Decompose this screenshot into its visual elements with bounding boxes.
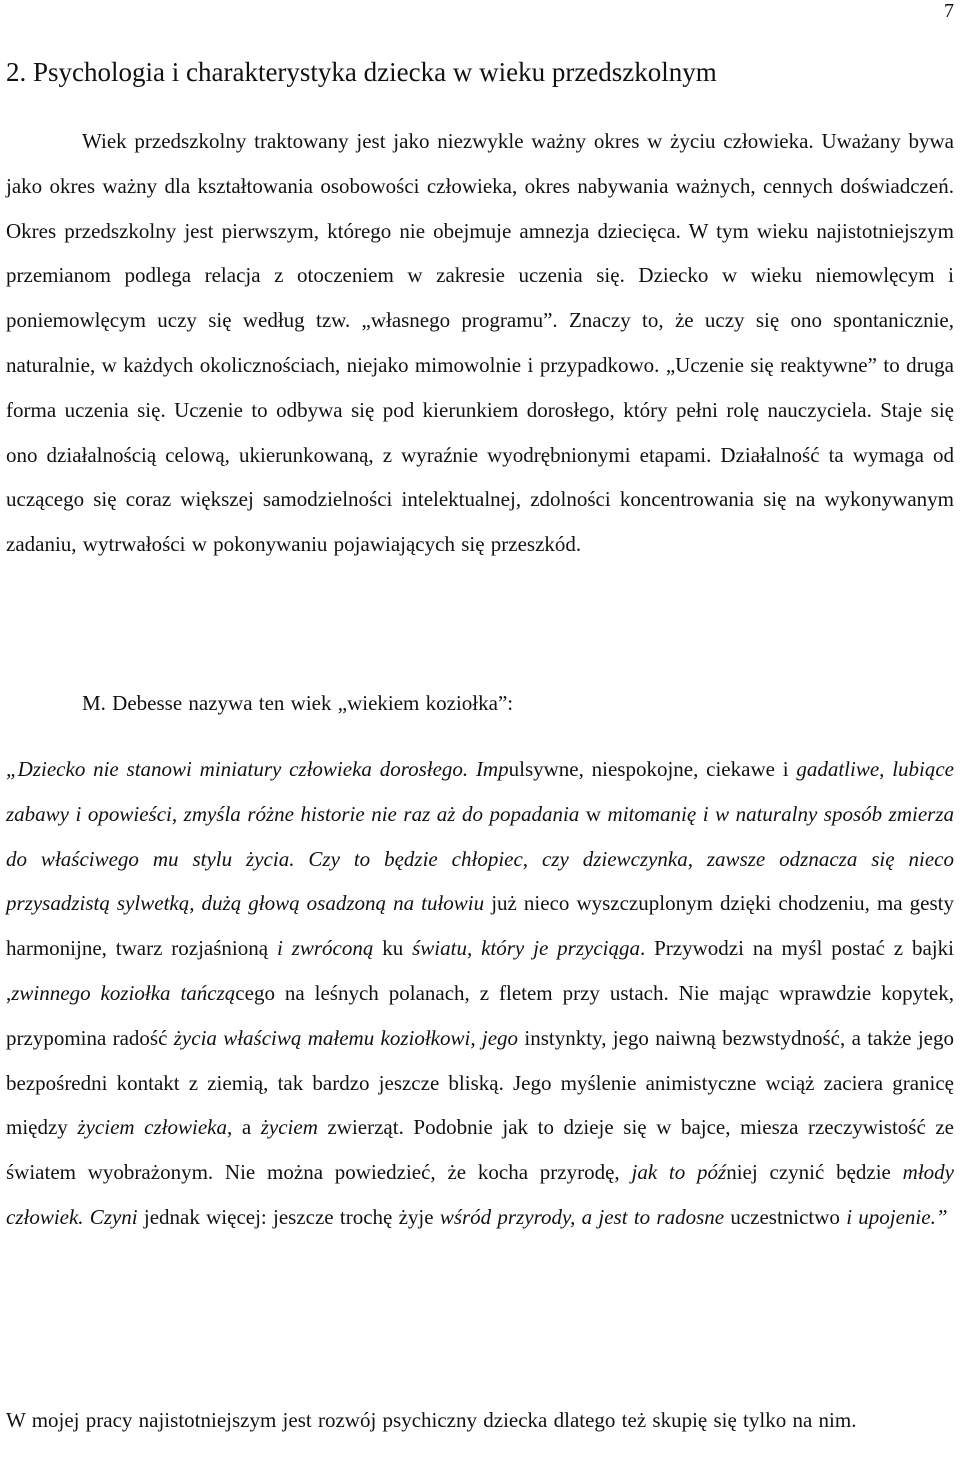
paragraph-conclusion: W mojej pracy najistotniejszym jest rozwój psychiczny dziecka dlatego też skupię się tylko na nim.: [6, 1408, 857, 1432]
quote-segment: już nieco wyszczuplonym dzięki chodzeniu, ma gesty harmonijne, twarz rozjaśnioną: [6, 891, 954, 961]
page-number: 7: [944, 0, 954, 22]
paragraph-intro: Wiek przedszkolny traktowany jest jako niezwykle ważny okres w życiu człowieka. Uważany bywa jako okres ważny dla kształtowania osobowości człowieka, okres nabywania ważnych, cennych doświadczeń. Okres przedszkolny jest pierwszym, którego nie obejmuje amnezja dziecięca. W tym wieku najistotniejszym przemianom podlega relacja z otoczeniem w zakresie uczenia się. Dziecko w wieku niemowlęcym i poniemowlęcym uczy się według tzw. „własnego programu”. Znaczy to, że uczy się ono spontanicznie, naturalnie, w każdych okolicznościach, niejako mimowolnie i przypadkowo. „Uczenie się reaktywne” to druga forma uczenia się. Uczenie to odbywa się pod kierunkiem dorosłego, który pełni rolę nauczyciela. Staje się ono działalnością celową, ukierunkowaną, z wyraźnie wyodrębnionymi etapami. Działalność ta wymaga od uczącego się coraz większej samodzielności intelektualnej, zdolności koncentrowania się na wykonywanym zadaniu, wytrwałości w pokonywaniu pojawiających się przeszkód.: [6, 129, 954, 557]
quote-segment: niej czynić będzie: [726, 1160, 903, 1185]
quote-segment: w: [579, 801, 608, 826]
quote-segment: życiem człowieka: [77, 1115, 227, 1140]
quote-segment: instynkty, jego naiwną bezwstydność, a także jego bezpośredni kontakt z ziemią, tak bardzo jeszcze bliską. Jego myślenie animistyczne wciąż zaciera granicę między: [6, 1025, 954, 1140]
quote-segment: „Dziecko nie stanowi miniatury człowieka dorosłego. Imp: [6, 757, 509, 781]
quote-segment: i zwróconą: [276, 936, 374, 961]
quote-segment: młody człowiek. Czyni: [6, 1160, 954, 1229]
section-heading: 2. Psychologia i charakterystyka dziecka w wieku przedszkolnym: [6, 57, 717, 87]
quote-segment: zwierząt. Podobnie jak to dzieje się w bajce, miesza rzeczywistość ze światem wyobrażonym. Nie można powiedzieć, że kocha przyrodę,: [6, 1115, 955, 1185]
quote-segment: i upojenie.”: [846, 1204, 948, 1229]
quote-segment: uczestnictwo: [724, 1204, 847, 1229]
quote-segment: mitomanię i w naturalny sposób zmierza do właściwego mu stylu życia. Czy to będzie chłopiec, czy dziewczynka, zawsze odznacza się nieco przysadzistą sylwetką, dużą głową osadzoną na tułowiu: [6, 801, 954, 916]
quote-segment: , a: [226, 1115, 261, 1140]
quote-segment: wśród przyrody, a jest to radosne: [439, 1204, 725, 1229]
quote-segment: zwinnego koziołka tańczą: [11, 980, 236, 1005]
paragraph-quote: [6, 747, 954, 1240]
quote-segment: życia właściwą małemu koziołkowi, jego: [173, 1025, 519, 1050]
quote-segment: światu, który je przyciąga: [412, 936, 640, 961]
quote-segment: ulsywne, niespokojne, ciekawe i: [508, 757, 797, 781]
quote-segment: cego na leśnych polanach, z fletem przy ustach. Nie mając wprawdzie kopytek, przypomina radość: [6, 980, 954, 1050]
quote-segment: jak to póź: [631, 1160, 727, 1185]
paragraph-debesse-intro: M. Debesse nazywa ten wiek „wiekiem koziołka”:: [82, 691, 514, 715]
quote-segment: życiem: [260, 1115, 318, 1140]
quote-segment: gadatliwe, lubiące zabawy i opowieści, zmyśla różne historie nie raz aż do popadania: [6, 757, 954, 826]
quote-segment: . Przywodzi na myśl postać z bajki ,: [6, 936, 954, 1005]
quote-segment: jednak więcej: jeszcze trochę żyje: [137, 1204, 440, 1229]
quote-segment: ku: [373, 936, 413, 961]
